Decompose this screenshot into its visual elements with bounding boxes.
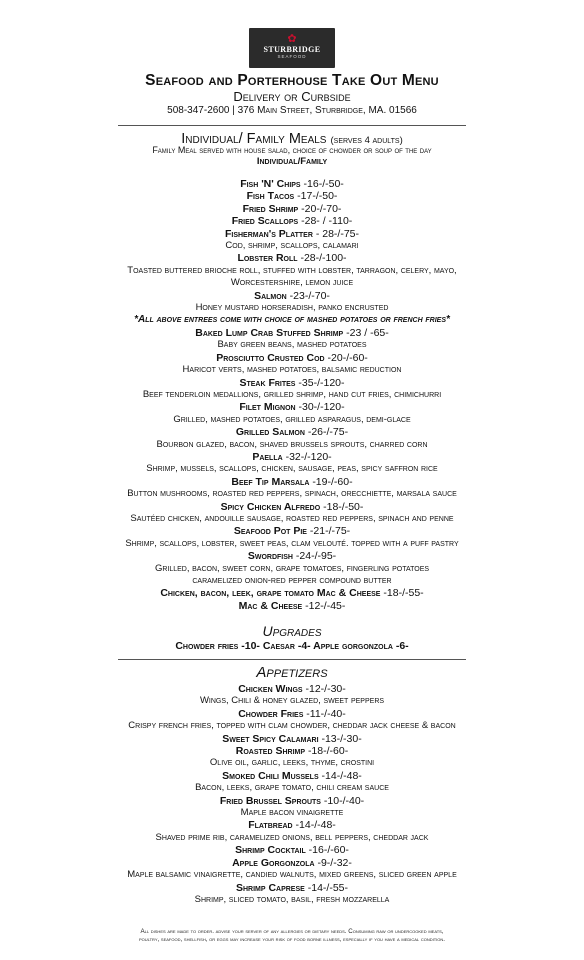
menu-item [0, 708, 584, 720]
section-subline-columns: Individual/Family [256, 156, 328, 167]
menu-item-price: -35-/-120- [298, 376, 345, 389]
menu-item [0, 844, 584, 856]
menu-item-price: -26-/-75- [307, 426, 349, 439]
menu-item-description: Shrimp, scallops, lobster, sweet peas, clam velouté. topped with a puff pastry [125, 537, 459, 549]
menu-item-name: Shrimp Cocktail [235, 844, 306, 857]
menu-item [0, 819, 584, 831]
menu-item-name: Spicy Chicken Alfredo [220, 500, 321, 513]
section-subline: Family Meal served with house salad, choice of chowder or soup of the day [152, 145, 432, 155]
menu-item-description: Bacon, leeks, grape tomato, chili cream sauce [195, 782, 389, 794]
menu-item-description: Olive oil, garlic, leeks, thyme, crostini [209, 757, 375, 769]
menu-item-name: Lobster Roll [237, 252, 298, 265]
menu-item-description: Shaved prime rib, caramelized onions, bell peppers, cheddar jack [155, 831, 429, 843]
menu-item [0, 401, 584, 413]
menu-item [0, 215, 584, 227]
menu-item-price: -13-/-30- [321, 732, 362, 745]
menu-item-price: -20-/-70- [301, 202, 342, 215]
logo-brand: STURBRIDGE [263, 45, 321, 54]
menu-item-name: Fish Tacos [246, 190, 295, 203]
menu-item-name: Prosciutto Crusted Cod [216, 351, 325, 364]
menu-item-price: -19-/-60- [312, 475, 353, 488]
menu-item-price: -28-/-100- [300, 252, 347, 265]
menu-item [0, 882, 584, 894]
appetizers-list [0, 683, 584, 906]
menu-item [0, 203, 584, 215]
menu-note: *All above entrees come with choice of mashed potatoes or french fries* [134, 314, 450, 326]
menu-item-description: Crispy french fries, topped with clam chowder, cheddar jack cheese & bacon [128, 720, 456, 732]
section-heading-upgrades: Upgrades [262, 623, 322, 639]
divider [118, 125, 466, 126]
menu-item-description: Haricot verts, mashed potatoes, balsamic reduction [182, 364, 402, 376]
menu-item-price: -28- / -110- [301, 215, 353, 228]
menu-item [0, 683, 584, 695]
menu-item-price: -12-/-30- [305, 683, 346, 695]
menu-item-description: Grilled, bacon, sweet corn, grape tomatoes, fingerling potatoes [154, 562, 430, 574]
menu-item [0, 327, 584, 339]
menu-item-price: -16-/-60- [308, 844, 349, 857]
menu-item-name: Chicken Wings [238, 683, 303, 695]
menu-item-price: -18-/-60- [307, 745, 349, 758]
menu-item-name: Filet Mignon [239, 401, 296, 414]
menu-item-name: Salmon [254, 289, 287, 302]
menu-item-price: -10-/-40- [323, 794, 365, 807]
menu-item-price: -14-/-55- [307, 881, 349, 894]
menu-item-price: -24-/-95- [295, 550, 337, 563]
menu-item-name: Apple Gorgonzola [232, 856, 315, 869]
menu-item-price: -18-/-55- [383, 587, 424, 600]
section-heading-appetizers: Appetizers [256, 664, 328, 681]
menu-item-name: Beef Tip Marsala [231, 475, 310, 488]
menu-item-price: -14-/-48- [295, 819, 336, 832]
menu-item-name: Seafood Pot Pie [233, 525, 307, 538]
menu-item [0, 550, 584, 562]
menu-item-description: Button mushrooms, roasted red peppers, spinach, orecchiette, marsala sauce [127, 488, 457, 500]
meals-list [0, 178, 584, 612]
page-subtitle: Delivery or Curbside [233, 89, 351, 104]
menu-item-name: Fried Shrimp [242, 202, 299, 215]
menu-item [0, 190, 584, 202]
divider [118, 659, 466, 660]
menu-item-name: Fried Brussel Sprouts [219, 794, 321, 807]
menu-item [0, 600, 584, 612]
menu-item [0, 178, 584, 190]
menu-item [0, 501, 584, 513]
menu-item-price: - 28-/-75- [315, 227, 360, 240]
menu-item-description: Maple bacon vinaigrette [240, 807, 344, 819]
menu-item-name: Grilled Salmon [235, 426, 305, 439]
disclaimer-line: poultry, seafood, shellfish, or eggs may increase your risk of food borne illness, especially if you have a medical condition. [138, 936, 446, 943]
menu-item-name: Swordfish [247, 550, 293, 563]
allergy-disclaimer [0, 928, 584, 944]
menu-item-description: Wings, Chili & honey glazed, sweet peppers [199, 695, 385, 707]
menu-item [0, 733, 584, 745]
menu-item-price: -20-/-60- [327, 351, 368, 364]
menu-item [0, 426, 584, 438]
menu-item [0, 451, 584, 463]
menu-item-price: -12-/-45- [305, 599, 346, 612]
restaurant-logo [249, 28, 335, 68]
menu-item-price: -30-/-120- [298, 401, 345, 414]
menu-item-price: -16-/-50- [303, 178, 344, 190]
menu-item-price: -32-/-120- [285, 450, 332, 463]
menu-item-price: -14-/-48- [321, 769, 362, 782]
menu-item-price: -18-/-50- [323, 500, 364, 513]
menu-item-description: Grilled, mashed potatoes, grilled asparagus, demi-glace [173, 413, 411, 425]
menu-item-name: Chicken, bacon, leek, grape tomato Mac & Cheese [160, 587, 381, 600]
menu-item-description: Toasted buttered brioche roll, stuffed with lobster, tarragon, celery, mayo, [127, 264, 457, 276]
menu-item-name: Shrimp Caprese [235, 881, 305, 894]
disclaimer-line: All dishes are made to order. advise your server of any allergies or dietary needs. Consuming raw or undercooked meats, [140, 928, 444, 935]
menu-item [0, 476, 584, 488]
menu-item-description: Baby green beans, mashed potatoes [217, 339, 367, 351]
menu-item-description: caramelized onion-red pepper compound butter [192, 575, 392, 586]
menu-item-name: Sweet Spicy Calamari [222, 732, 319, 745]
menu-item [0, 377, 584, 389]
menu-item-name: Paella [252, 450, 283, 463]
menu-item-description: Worcestershire, lemon juice [230, 277, 354, 289]
menu-item-description: Cod, shrimp, scallops, calamari [225, 240, 359, 252]
menu-item-description: Bourbon glazed, bacon, shaved brussels sprouts, charred corn [156, 438, 428, 450]
menu-item-description: Shrimp, sliced tomato, basil, fresh mozzarella [194, 893, 390, 905]
menu-item-price: -21-/-75- [309, 525, 351, 538]
upgrades-line: Chowder fries -10- Caesar -4- Apple gorgonzola -6- [175, 640, 409, 652]
menu-item-description: Sautéed chicken, andouille sausage, roasted red peppers, spinach and penne [130, 512, 454, 524]
menu-item-description: Beef tenderloin medallions, grilled shrimp, hand cut fries, chimichurri [142, 388, 442, 400]
menu-item-price: -23-/-70- [289, 289, 330, 302]
section-heading-note: (serves 4 adults) [330, 135, 403, 146]
menu-item [0, 745, 584, 757]
menu-item-price: -17-/-50- [297, 190, 338, 203]
crab-icon: ✿ [287, 33, 297, 45]
menu-item-name: Fried Scallops [231, 215, 299, 228]
menu-item [0, 228, 584, 240]
menu-item-name: Flatbread [248, 819, 293, 832]
page-title: Seafood and Porterhouse Take Out Menu [145, 72, 439, 89]
menu-item-description: Shrimp, mussels, scallops, chicken, sausage, peas, spicy saffron rice [146, 463, 438, 475]
menu-item-name: Baked Lump Crab Stuffed Shrimp [195, 326, 344, 339]
menu-item-price: -23 / -65- [346, 326, 389, 339]
menu-item [0, 857, 584, 869]
menu-item-price: -9-/-32- [317, 856, 352, 869]
menu-item-name: Roasted Shrimp [235, 745, 306, 758]
menu-item-description: Honey mustard horseradish, panko encrusted [195, 302, 389, 314]
menu-item-description: Maple balsamic vinaigrette, candied walnuts, mixed greens, sliced green apple [127, 869, 457, 881]
menu-item [0, 795, 584, 807]
logo-subtitle: SEAFOOD [277, 54, 307, 59]
section-heading-text: Individual/ Family Meals [181, 131, 327, 147]
menu-item [0, 252, 584, 264]
menu-item-name: Mac & Cheese [238, 599, 303, 612]
menu-item-name: Smoked Chili Mussels [222, 769, 319, 782]
menu-item-name: Chowder Fries [238, 707, 304, 720]
menu-item [0, 770, 584, 782]
menu-item-name: Steak Frites [239, 376, 296, 389]
menu-item [0, 290, 584, 302]
contact-info: 508-347-2600 | 376 Main Street, Sturbridge, MA. 01566 [167, 105, 417, 116]
menu-item [0, 587, 584, 599]
menu-item [0, 525, 584, 537]
menu-item [0, 352, 584, 364]
menu-item-name: Fish 'N' Chips [240, 178, 301, 190]
menu-item-name: Fisherman's Platter [224, 227, 313, 240]
menu-item-price: -11-/-40- [306, 707, 346, 720]
